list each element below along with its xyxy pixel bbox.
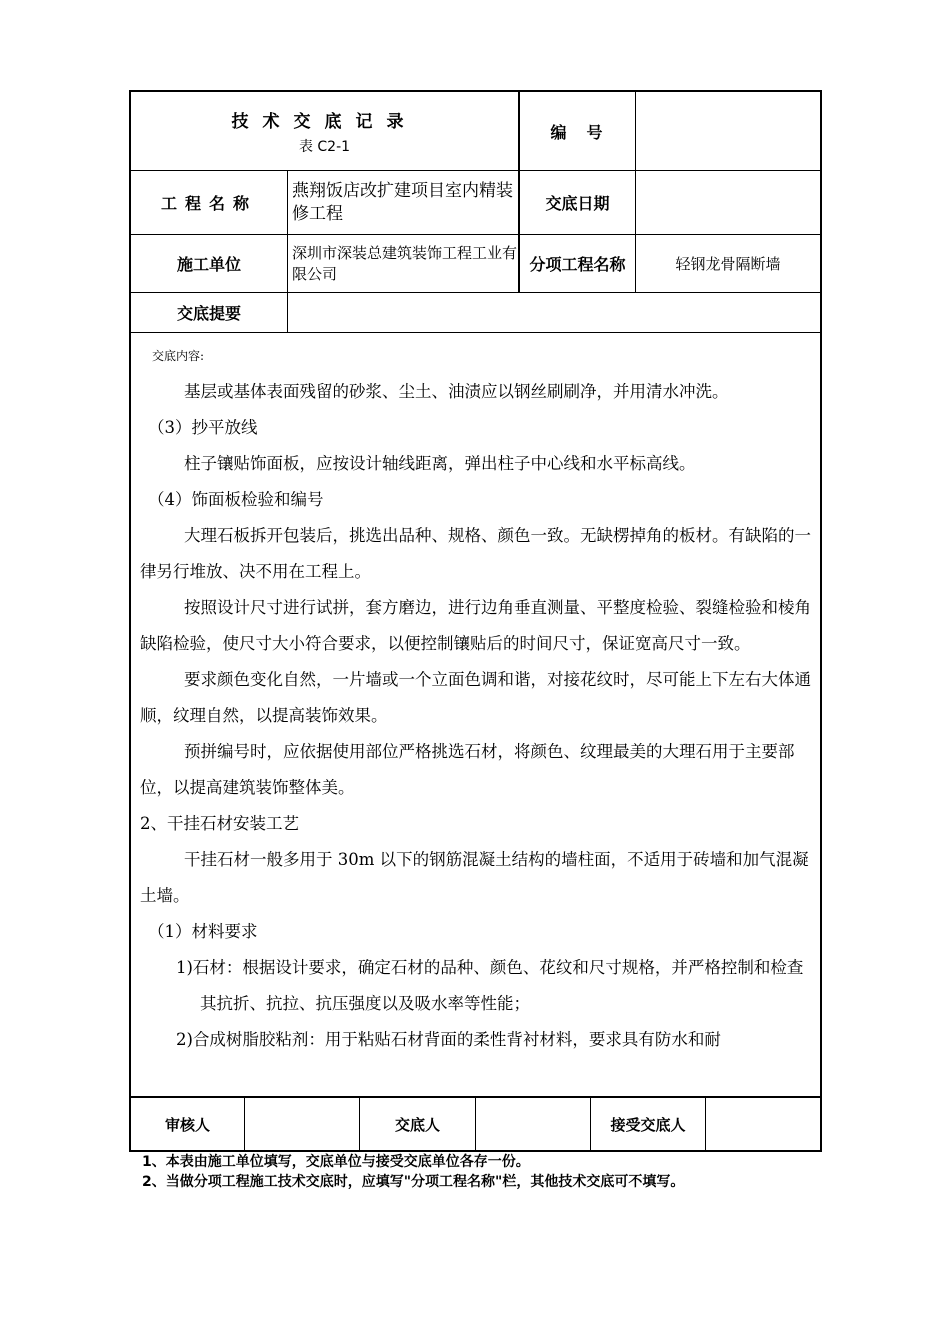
content-paragraph: 基层或基体表面残留的砂浆、尘土、油渍应以钢丝刷刷净，并用清水冲洗。: [184, 382, 729, 401]
content-section-heading: 2、干挂石材安装工艺: [140, 814, 299, 833]
content-paragraph: 预拼编号时，应依据使用部位严格挑选石材，将颜色、纹理最美的大理石用于主要部位，以提高建筑装饰整体美。: [140, 742, 795, 797]
content-paragraph: 柱子镶贴饰面板，应按设计轴线距离，弹出柱子中心线和水平标高线。: [184, 454, 696, 473]
reviewer-field[interactable]: [245, 1098, 359, 1150]
project-name-label: 工程名称: [160, 194, 257, 213]
content-paragraph: 按照设计尺寸进行试拼，套方磨边，进行边角垂直测量、平整度检验、裂缝检验和棱角缺陷检验，使尺寸大小符合要求，以便控制镶贴后的时间尺寸，保证宽高尺寸一致。: [140, 598, 811, 653]
form-code: 表 C2-1: [298, 138, 351, 155]
date-field[interactable]: [636, 171, 820, 234]
unit-value: 深圳市深装总建筑装饰工程工业有限公司: [292, 243, 518, 283]
content-subheading: （1）材料要求: [148, 922, 258, 941]
content-list-item: 2)合成树脂胶粘剂：用于粘贴石材背面的柔性背衬材料，要求具有防水和耐: [176, 1030, 721, 1049]
sub-project-value: 轻钢龙骨隔断墙: [675, 255, 781, 273]
discloser-field[interactable]: [476, 1098, 590, 1150]
number-field[interactable]: [636, 92, 820, 170]
receiver-label: 接受交底人: [610, 1115, 686, 1134]
unit-label: 施工单位: [176, 255, 241, 274]
border-right: [820, 90, 822, 1152]
row-line-4: [129, 332, 822, 333]
reviewer-label: 审核人: [164, 1115, 210, 1134]
footnote-item: 1、本表由施工单位填写，交底单位与接受交底单位各存一份。: [142, 1154, 530, 1170]
discloser-label: 交底人: [394, 1115, 440, 1134]
sub-project-label: 分项工程名称: [529, 255, 626, 274]
content-list-item: 1)石材：根据设计要求，确定石材的品种、颜色、花纹和尺寸规格，并严格控制和检查其抗折、抗拉、抗压强度以及吸水率等性能；: [176, 958, 804, 1013]
project-name-value: 燕翔饭店改扩建项目室内精装修工程: [292, 180, 513, 224]
receiver-field[interactable]: [706, 1098, 820, 1150]
content-subheading: （4）饰面板检验和编号: [148, 490, 324, 509]
content-paragraph: 干挂石材一般多用于 30m 以下的钢筋混凝土结构的墙柱面，不适用于砖墙和加气混凝土墙。: [140, 850, 809, 905]
content-paragraph: 大理石板拆开包装后，挑选出品种、规格、颜色一致。无缺楞掉角的板材。有缺陷的一律另行堆放、决不用在工程上。: [140, 526, 811, 581]
form-header: [131, 92, 518, 170]
form-title: 技术交底记录: [231, 111, 418, 132]
footnote-item: 2、当做分项工程施工技术交底时，应填写"分项工程名称"栏，其他技术交底可不填写。: [142, 1174, 685, 1190]
content-paragraph: 要求颜色变化自然，一片墙或一个立面色调和谐，对接花纹时，尽可能上下左右大体通顺，纹理自然，以提高装饰效果。: [140, 670, 811, 725]
number-label: 编 号: [550, 122, 605, 142]
disclosure-content: [140, 340, 815, 1058]
date-label: 交底日期: [545, 194, 610, 213]
summary-label: 交底提要: [176, 304, 241, 323]
summary-field[interactable]: [288, 293, 820, 332]
content-heading: 交底内容:: [152, 349, 205, 363]
footnotes: [142, 1152, 684, 1192]
content-subheading: （3）抄平放线: [148, 418, 258, 437]
